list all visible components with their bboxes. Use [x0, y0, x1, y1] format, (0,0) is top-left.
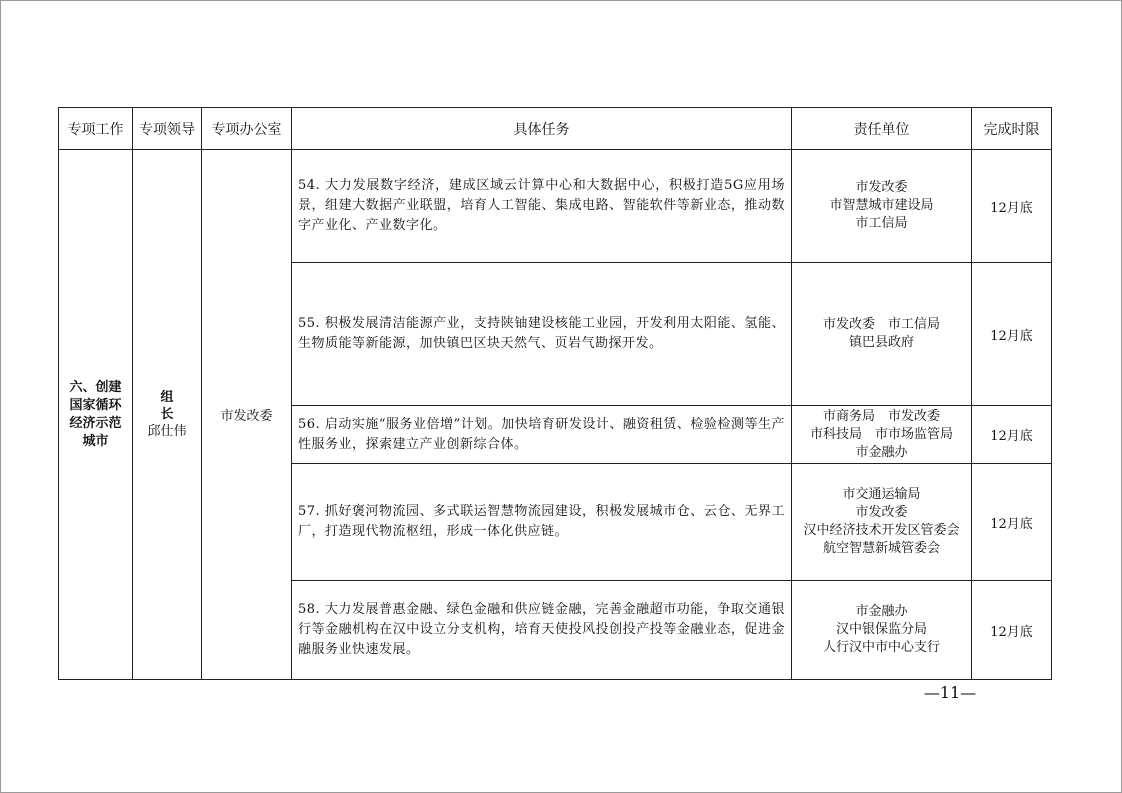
- unit-line: 航空智慧新城管委会: [822, 541, 940, 556]
- deadline-cell: 12月底: [972, 406, 1052, 464]
- task-56: 56. 启动实施“服务业倍增”计划。加快培育研发设计、融资租赁、检验检测等生产性服务业，探索建立产业创新综合体。: [292, 406, 792, 464]
- unit-line: 市交通运输局: [842, 487, 921, 502]
- unit-line: 人行汉中市中心支行: [822, 640, 940, 655]
- header-task: 具体任务: [292, 108, 792, 150]
- header-deadline: 完成时限: [972, 108, 1052, 150]
- unit-line: 汉中银保监分局: [835, 622, 927, 637]
- deadline-cell: 12月底: [972, 581, 1052, 680]
- header-row: [59, 108, 1052, 150]
- work-category: 六、创建国家循环经济示范城市: [59, 150, 133, 680]
- task-54: 54. 大力发展数字经济，建成区域云计算中心和大数据中心，积极打造5G应用场景，组建大数据产业联盟，培育人工智能、集成电路、智能软件等新业态，推动数字产业化、产业数字化。: [292, 150, 792, 263]
- leader-name: 邱仕伟: [147, 424, 187, 439]
- task-table: [58, 107, 1052, 680]
- unit-line: 市发改委 市工信局: [822, 317, 940, 332]
- unit-line: 市发改委: [855, 180, 908, 195]
- unit-line: 汉中经济技术开发区管委会: [803, 523, 960, 538]
- table-row: [59, 150, 1052, 263]
- unit-line: 市商务局 市发改委: [822, 408, 940, 424]
- leader-cell: [133, 150, 202, 680]
- header-leader: 专项领导: [133, 108, 202, 150]
- unit-line: 市发改委: [855, 505, 908, 520]
- page-number: —11—: [923, 683, 977, 702]
- unit-cell: [792, 581, 972, 680]
- unit-line: 市智慧城市建设局: [829, 198, 934, 213]
- deadline-cell: 12月底: [972, 263, 1052, 406]
- unit-cell: [792, 406, 972, 464]
- unit-line: 市工信局: [855, 216, 908, 231]
- unit-line: 镇巴县政府: [848, 335, 914, 350]
- header-work: 专项工作: [59, 108, 133, 150]
- task-58: 58. 大力发展普惠金融、绿色金融和供应链金融，完善金融超市功能，争取交通银行等金融机构在汉中设立分支机构，培育天使投风投创投产投等金融业态，促进金融服务业快速发展。: [292, 581, 792, 680]
- unit-line: 市金融办: [855, 444, 908, 460]
- unit-line: 市科技局 市市场监管局: [809, 426, 953, 442]
- unit-line: 市金融办: [855, 604, 908, 619]
- unit-cell: [792, 263, 972, 406]
- task-55: 55. 积极发展清洁能源产业，支持陕铀建设核能工业园，开发利用太阳能、氢能、生物质能等新能源，加快镇巴区块天然气、页岩气勘探开发。: [292, 263, 792, 406]
- deadline-cell: 12月底: [972, 464, 1052, 581]
- header-office: 专项办公室: [202, 108, 292, 150]
- unit-cell: [792, 464, 972, 581]
- task-57: 57. 抓好褒河物流园、多式联运智慧物流园建设，积极发展城市仓、云仓、无界工厂，打造现代物流枢纽，形成一体化供应链。: [292, 464, 792, 581]
- deadline-cell: 12月底: [972, 150, 1052, 263]
- header-unit: 责任单位: [792, 108, 972, 150]
- unit-cell: [792, 150, 972, 263]
- office-cell: 市发改委: [202, 150, 292, 680]
- leader-role: 组 长: [160, 390, 186, 422]
